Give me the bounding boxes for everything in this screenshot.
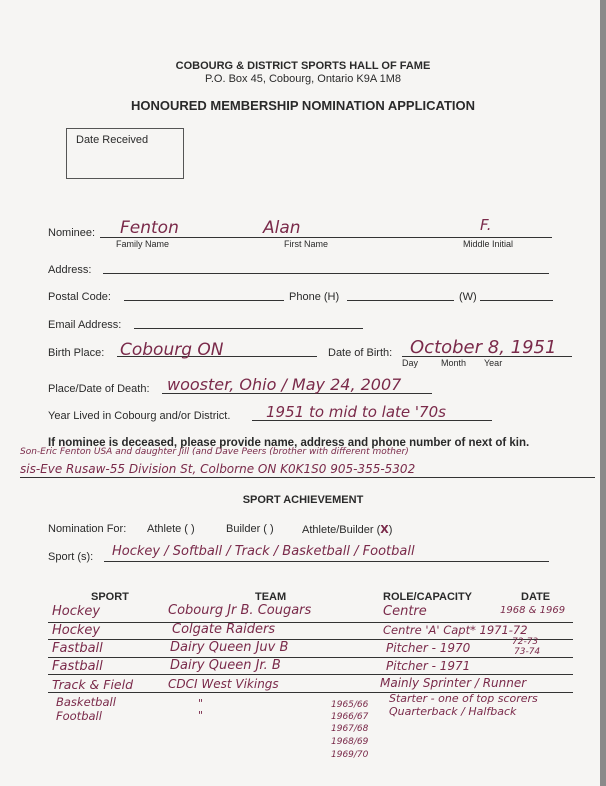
row-line: [48, 657, 573, 658]
row-5-sport: Track & Field: [52, 677, 134, 692]
scan-edge: [600, 0, 606, 786]
birth-place-value: Cobourg ON: [120, 340, 224, 360]
row-4-date: 73-74: [514, 647, 541, 657]
row-3-role: Pitcher - 1970: [386, 641, 471, 655]
row-3-date: 72-73: [512, 637, 539, 647]
years-lived-label: Year Lived in Cobourg and/or District.: [48, 410, 231, 422]
day-label: Day: [402, 358, 419, 368]
postal-code-label: Postal Code:: [48, 291, 111, 303]
kin-instruction: If nominee is deceased, please provide name, address and phone number of next of kin.: [48, 437, 530, 449]
kin-line: [20, 477, 595, 478]
row-3-team: Dairy Queen Juv B: [170, 640, 289, 655]
family-name-value: Fenton: [120, 218, 179, 238]
form-title: HONOURED MEMBERSHIP NOMINATION APPLICATION: [130, 98, 476, 113]
sports-value: Hockey / Softball / Track / Basketball / Football: [112, 544, 415, 559]
row-5-team: CDCI West Vikings: [168, 677, 279, 691]
sport-achievement-title: SPORT ACHIEVEMENT: [242, 494, 364, 506]
athlete-builder-label: Athlete/Builder (: [302, 524, 381, 536]
row-7-team: ": [198, 709, 204, 722]
death-value: wooster, Ohio / May 24, 2007: [167, 375, 402, 394]
nominee-label: Nominee:: [48, 227, 96, 239]
phone-home-label: Phone (H): [289, 291, 340, 303]
col-header-role: ROLE/CAPACITY: [383, 591, 473, 603]
years-lived-value: 1951 to mid to late '70s: [266, 403, 446, 421]
row-4-role: Pitcher - 1971: [386, 659, 471, 673]
date-received-label: Date Received: [76, 134, 149, 146]
row-1-team: Cobourg Jr B. Cougars: [168, 603, 312, 618]
family-name-label: Family Name: [116, 239, 170, 249]
address-line: [103, 273, 549, 274]
year-1: 1965/66: [331, 700, 369, 710]
row-2-sport: Hockey: [52, 623, 101, 638]
email-line: [134, 328, 363, 329]
row-5-role: Mainly Sprinter / Runner: [380, 676, 527, 690]
row-6-sport: Basketball: [56, 695, 116, 709]
phone-work-label: (W): [459, 291, 477, 303]
dob-label: Date of Birth:: [328, 347, 393, 359]
athlete-option: Athlete ( ): [147, 523, 195, 535]
athlete-builder-option: [302, 523, 392, 536]
row-7-sport: Football: [56, 709, 102, 723]
year-3: 1967/68: [331, 724, 369, 734]
row-2-role: Centre 'A' Capt* 1971-72: [383, 623, 528, 637]
year-4: 1968/69: [331, 737, 369, 747]
phone-work-line: [480, 300, 553, 301]
year-5: 1969/70: [331, 750, 369, 760]
athlete-builder-close: ): [388, 524, 393, 536]
kin-line-1: Son-Eric Fenton USA and daughter Jill (and Dave Peers (brother with different mother): [20, 447, 409, 457]
death-label: Place/Date of Death:: [48, 383, 150, 395]
dob-value: October 8, 1951: [410, 337, 557, 358]
birth-place-label: Birth Place:: [48, 347, 105, 359]
row-6-team: ": [198, 697, 204, 710]
year-2: 1966/67: [331, 712, 369, 722]
col-header-sport: SPORT: [91, 591, 129, 603]
middle-initial-label: Middle Initial: [463, 239, 514, 249]
sports-line: [104, 561, 549, 562]
year-label: Year: [484, 358, 503, 368]
row-line: [48, 639, 573, 640]
row-4-team: Dairy Queen Jr. B: [170, 658, 281, 673]
postal-code-line: [124, 300, 284, 301]
first-name-label: First Name: [284, 239, 329, 249]
row-2-team: Colgate Raiders: [172, 622, 276, 637]
builder-option: Builder ( ): [226, 523, 274, 535]
row-7-role: Quarterback / Halfback: [389, 705, 517, 718]
row-4-sport: Fastball: [52, 659, 103, 674]
middle-initial-value: F.: [480, 216, 492, 234]
sports-label: Sport (s):: [48, 551, 94, 563]
kin-line-2: sis-Eve Rusaw-55 Division St, Colborne ON K0K1S0 905-355-5302: [20, 462, 416, 476]
month-label: Month: [441, 358, 467, 368]
first-name-value: Alan: [263, 218, 301, 238]
org-address: P.O. Box 45, Cobourg, Ontario K9A 1M8: [204, 73, 402, 85]
row-1-date: 1968 & 1969: [500, 605, 566, 616]
date-received-box: [66, 128, 184, 179]
row-line: [48, 674, 573, 675]
col-header-date: DATE: [521, 591, 551, 603]
row-1-sport: Hockey: [52, 604, 101, 619]
org-name: COBOURG & DISTRICT SPORTS HALL OF FAME: [175, 60, 431, 72]
athlete-builder-mark: X: [380, 523, 389, 536]
address-label: Address:: [48, 264, 92, 276]
email-label: Email Address:: [48, 319, 122, 331]
col-header-team: TEAM: [255, 591, 287, 603]
row-1-role: Centre: [383, 604, 427, 619]
row-6-role: Starter - one of top scorers: [389, 692, 538, 705]
nomination-for-label: Nomination For:: [48, 523, 127, 535]
phone-home-line: [347, 300, 454, 301]
row-3-sport: Fastball: [52, 641, 103, 656]
